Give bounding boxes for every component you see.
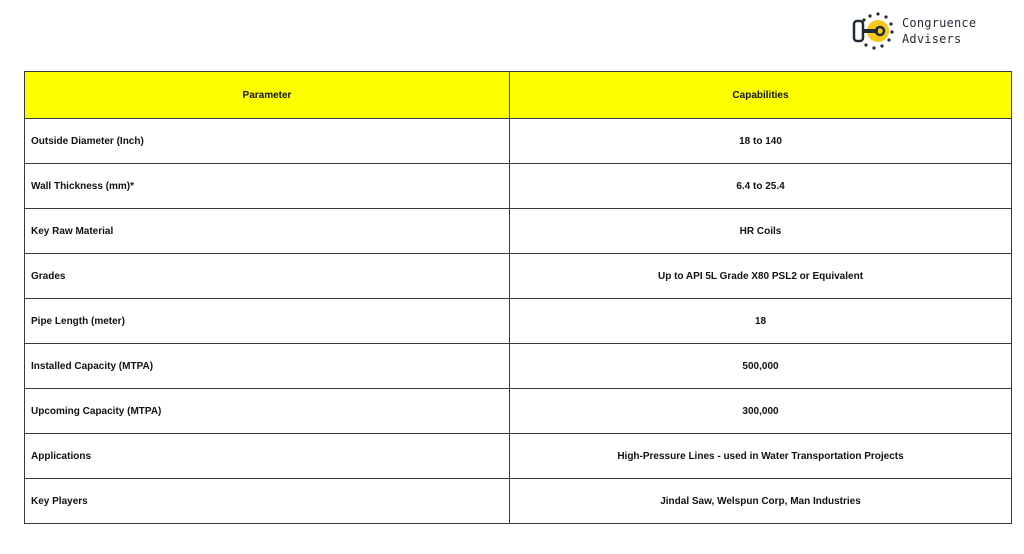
table-row — [25, 164, 1012, 209]
header-parameter: Parameter — [25, 72, 510, 119]
table-row — [25, 344, 1012, 389]
row-capability: Jindal Saw, Welspun Corp, Man Industries — [510, 479, 1012, 524]
table-row — [25, 209, 1012, 254]
table-row — [25, 119, 1012, 164]
header-capabilities: Capabilities — [510, 72, 1012, 119]
row-parameter: Wall Thickness (mm)* — [25, 164, 510, 209]
table-row — [25, 434, 1012, 479]
table-row — [25, 299, 1012, 344]
row-capability: Up to API 5L Grade X80 PSL2 or Equivalent — [510, 254, 1012, 299]
logo-text — [902, 15, 976, 47]
row-parameter: Pipe Length (meter) — [25, 299, 510, 344]
row-capability: High-Pressure Lines - used in Water Transportation Projects — [510, 434, 1012, 479]
row-parameter: Installed Capacity (MTPA) — [25, 344, 510, 389]
capabilities-table — [24, 71, 1012, 524]
row-parameter: Outside Diameter (Inch) — [25, 119, 510, 164]
company-logo — [848, 8, 998, 54]
row-parameter: Key Players — [25, 479, 510, 524]
row-capability: 500,000 — [510, 344, 1012, 389]
table-row — [25, 254, 1012, 299]
row-capability: 300,000 — [510, 389, 1012, 434]
row-capability: 18 — [510, 299, 1012, 344]
row-capability: 18 to 140 — [510, 119, 1012, 164]
row-parameter: Key Raw Material — [25, 209, 510, 254]
row-parameter: Upcoming Capacity (MTPA) — [25, 389, 510, 434]
table-header-row — [25, 72, 1012, 119]
key-in-sun-icon — [848, 11, 898, 51]
row-parameter: Grades — [25, 254, 510, 299]
table-row — [25, 389, 1012, 434]
logo-line-1: Congruence — [902, 16, 977, 30]
row-capability: HR Coils — [510, 209, 1012, 254]
logo-line-2: Advisers — [902, 32, 962, 46]
row-parameter: Applications — [25, 434, 510, 479]
table-row — [25, 479, 1012, 524]
row-capability: 6.4 to 25.4 — [510, 164, 1012, 209]
